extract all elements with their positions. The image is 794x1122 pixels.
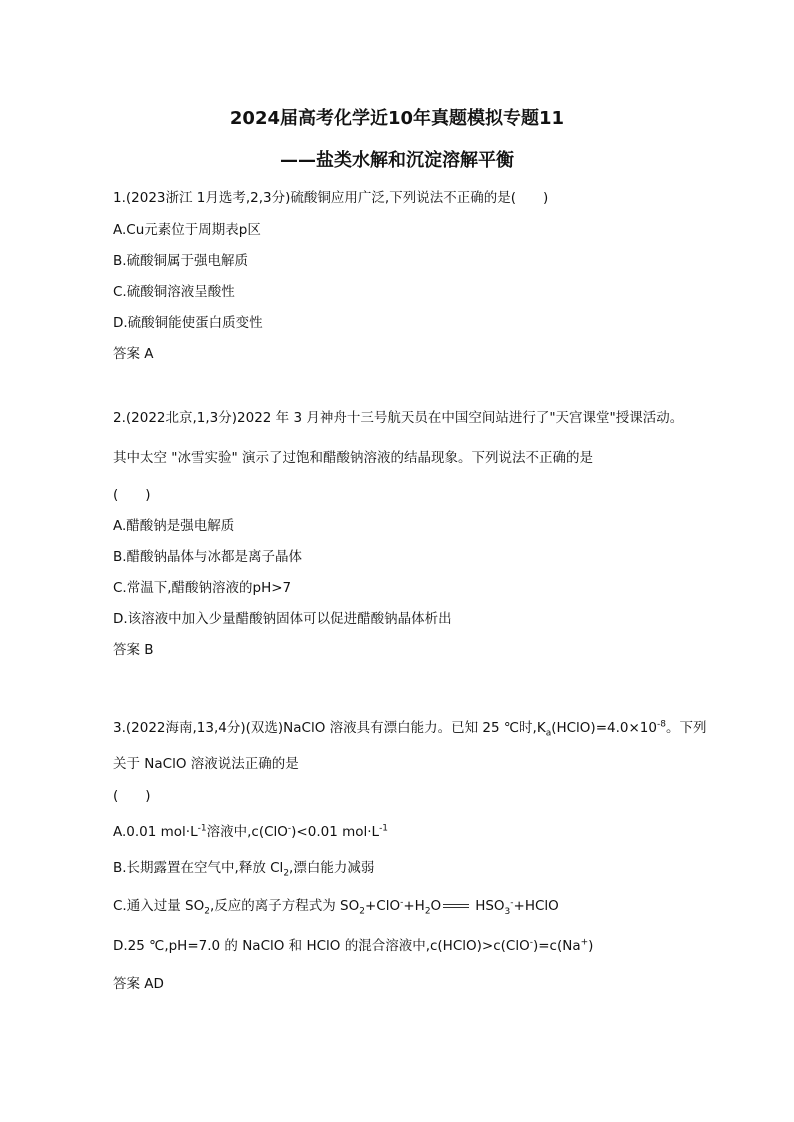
q1-option-c: C.硫酸铜溶液呈酸性 [113, 284, 235, 300]
document-subtitle: ——盐类水解和沉淀溶解平衡 [280, 150, 514, 171]
q3-option-b: B.长期露置在空气中,释放 $Cl_2$,漂白能力减弱 [113, 860, 375, 879]
document-title: 2024届高考化学近10年真题模拟专题11 [229, 108, 565, 129]
q3-stem-line2: 关于 NaClO 溶液说法正确的是 [113, 756, 299, 772]
q1-stem: 1.(2023浙江 1月选考,2,3分)硫酸铜应用广泛,下列说法不正确的是( ) [113, 190, 549, 206]
q2-stem-line2: 其中太空 "冰雪实验" 演示了过饱和醋酸钠溶液的结晶现象。下列说法不正确的是 [113, 450, 594, 466]
q1-option-a: A.Cu元素位于周期表p区 [113, 222, 261, 238]
q3-stem-line1: 3.(2022海南,13,4分)(双选)NaClO 溶液具有漂白能力。已知 25 ℃时$,K_a(HClO)=4.0\times 10^{-8}$。下列 [113, 719, 707, 739]
q2-option-d: D.该溶液中加入少量醋酸钠固体可以促进醋酸钠晶体析出 [113, 611, 452, 627]
q3-option-d: D.25 ℃,pH=7.0 的 NaClO 和 HClO 的混合溶液中,c(HClO)>c(ClO-)=c(Na+) [113, 937, 594, 954]
q3-answer: 答案 AD [113, 976, 164, 992]
q2-answer: 答案 B [113, 642, 154, 658]
q1-option-b: B.硫酸铜属于强电解质 [113, 253, 249, 269]
q2-option-c: C.常温下,醋酸钠溶液的pH>7 [113, 580, 292, 596]
equals-sign-icon [443, 904, 469, 908]
q3-paren: ( ) [113, 788, 151, 804]
q1-option-d: D.硫酸铜能使蛋白质变性 [113, 315, 263, 331]
q2-paren: ( ) [113, 487, 151, 503]
q2-option-a: A.醋酸钠是强电解质 [113, 518, 235, 534]
q2-option-b: B.醋酸钠晶体与冰都是离子晶体 [113, 549, 303, 565]
q3-option-a: A.0.01 $mol\cdot L^{-1}$溶液中,c(ClO-)<0.01 $mol\cdot L^{-1}$ [113, 823, 389, 840]
q1-answer: 答案 A [113, 346, 154, 362]
q3-option-c: C.通入过量 $SO_2$,反应的离子方程式为 $SO_2+ClO^-+H_2O$ $HSO_3^-+HClO$ [113, 897, 559, 917]
q2-stem-line1: 2.(2022北京,1,3分)2022 年 3 月神舟十三号航天员在中国空间站进行了"天宫课堂"授课活动。 [113, 410, 684, 426]
